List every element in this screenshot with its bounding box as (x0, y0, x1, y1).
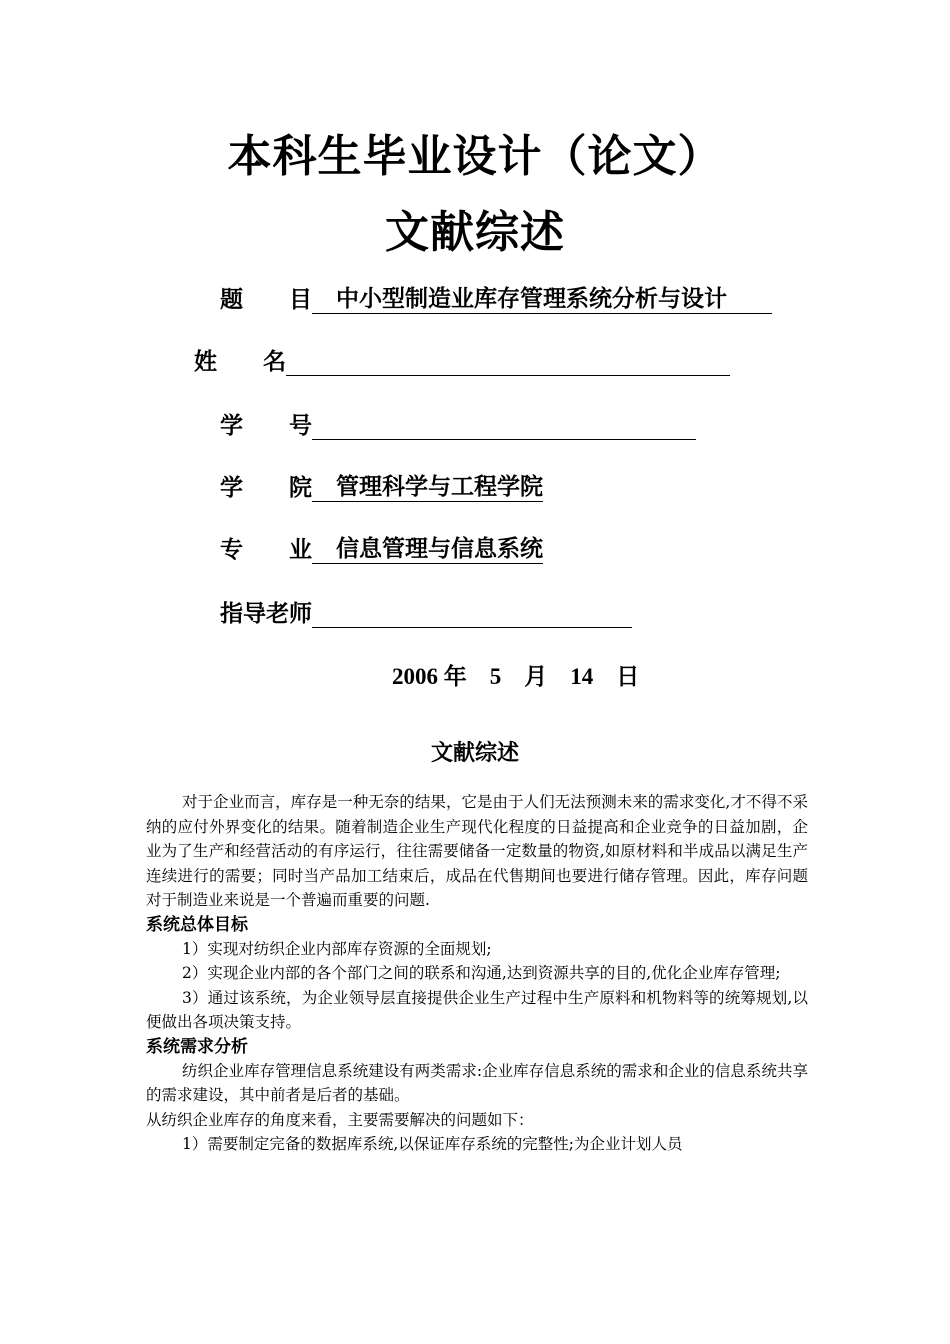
field-advisor (220, 596, 632, 628)
field-name (194, 344, 730, 376)
main-subtitle: 文献综述 (385, 207, 565, 258)
main-title: 本科生毕业设计（论文） (227, 131, 723, 182)
field-major-label: 专 业 (220, 537, 312, 563)
field-name-label: 姓 名 (194, 349, 286, 375)
date-month: 5 (489, 664, 502, 689)
field-college (220, 470, 543, 502)
goal-item: 3）通过该系统，为企业领导层直接提供企业生产过程中生产原料和机物料等的统筹规划,以便做出各项决策支持。 (146, 988, 808, 1031)
field-student-id (220, 408, 696, 440)
date-day: 14 (570, 664, 594, 689)
submission-date (392, 658, 639, 691)
date-year: 2006 (392, 664, 438, 689)
field-name-value (286, 347, 730, 376)
goal-item: 2）实现企业内部的各个部门之间的联系和沟通,达到资源共享的目的,优化企业库存管理; (182, 964, 781, 982)
field-advisor-label: 指导老师 (220, 601, 312, 627)
field-college-value: 管理科学与工程学院 (312, 473, 543, 502)
goal-item: 1）实现对纺织企业内部库存资源的全面规划; (182, 939, 492, 958)
field-college-label: 学 院 (220, 475, 312, 501)
date-day-unit: 日 (616, 664, 640, 689)
date-month-unit: 月 (524, 664, 548, 689)
review-heading: 文献综述 (430, 741, 519, 766)
requirements-lead: 从纺织企业库存的角度来看，主要需要解决的问题如下： (146, 1110, 534, 1129)
field-student-id-value (312, 411, 696, 440)
section-title-goals: 系统总体目标 (146, 914, 248, 935)
intro-paragraph: 对于企业而言，库存是一种无奈的结果，它是由于人们无法预测未来的需求变化,才不得不采纳的应付外界变化的结果。随着制造企业生产现代化程度的日益提高和企业竞争的日益加剧，企业为了生产和经营活动的有序运行，往往需要储备一定数量的物资,如原材料和半成品以满足生产连续进行的需要；同时当产品加工结束后，成品在代售期间也要进行储存管理。因此，库存问题对于制造业来说是一个普遍而重要的问题. (146, 793, 808, 909)
field-topic (220, 282, 772, 314)
review-body (146, 790, 808, 1157)
field-topic-label: 题 目 (220, 287, 312, 313)
field-major-value: 信息管理与信息系统 (312, 535, 543, 564)
field-major (220, 532, 543, 564)
section-title-requirements: 系统需求分析 (146, 1036, 248, 1057)
field-student-id-label: 学 号 (220, 413, 312, 439)
field-topic-value: 中小型制造业库存管理系统分析与设计 (312, 285, 772, 314)
date-year-unit: 年 (443, 664, 467, 689)
requirements-item: 1）需要制定完备的数据库系统,以保证库存系统的完整性;为企业计划人员 (182, 1135, 683, 1153)
requirements-paragraph: 纺织企业库存管理信息系统建设有两类需求:企业库存信息系统的需求和企业的信息系统共享的需求建设，其中前者是后者的基础。 (146, 1061, 808, 1104)
field-advisor-value (312, 599, 632, 628)
